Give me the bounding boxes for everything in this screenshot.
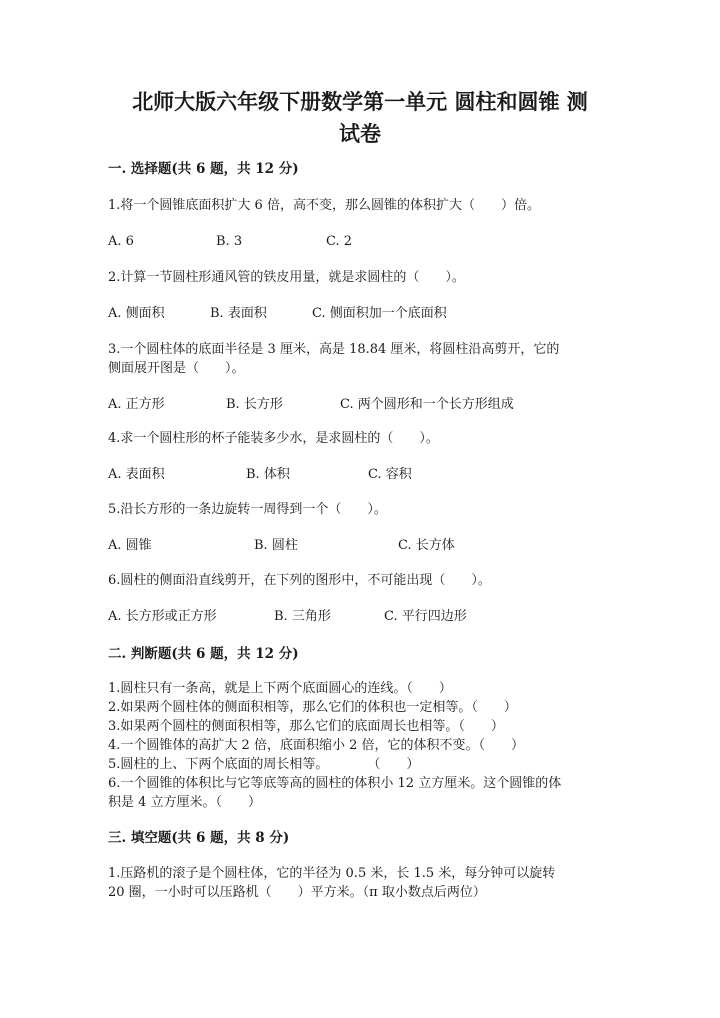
judge-line: 3.如果两个圆柱的侧面积相等，那么它们的底面周长也相等。（ ） [108, 719, 504, 734]
option-c: C. 长方体 [398, 538, 455, 553]
question-text: 5.沿长方形的一条边旋转一周得到一个（ ）。 [108, 502, 387, 517]
question-text: 1.将一个圆锥底面积扩大 6 倍，高不变，那么圆锥的体积扩大（ ）倍。 [108, 198, 540, 213]
section-heading-choice: 一. 选择题(共 6 题，共 12 分) [108, 161, 299, 177]
option-b: B. 3 [216, 234, 243, 249]
option-b: B. 表面积 [210, 306, 267, 321]
question-text-cont: 侧面展开图是（ ）。 [108, 361, 245, 376]
option-a: A. 表面积 [108, 467, 165, 482]
option-b: B. 圆柱 [254, 538, 298, 553]
question-text: 3.一个圆柱体的底面半径是 3 厘米，高是 18.84 厘米，将圆柱沿高剪开，它的 [108, 342, 560, 357]
judge-line: 2.如果两个圆柱体的侧面积相等，那么它们的体积也一定相等。（ ） [108, 700, 517, 715]
option-a: A. 圆锥 [108, 538, 152, 553]
option-c: C. 两个圆形和一个长方形组成 [340, 397, 514, 412]
judge-line: 6.一个圆锥的体积比与它等底等高的圆柱的体积小 12 立方厘米。这个圆锥的体 [108, 776, 562, 791]
judge-line: 5.圆柱的上、下两个底面的周长相等。 （ ） [108, 757, 420, 772]
option-a: A. 侧面积 [108, 306, 165, 321]
judge-line: 1.圆柱只有一条高，就是上下两个底面圆心的连线。（ ） [108, 681, 452, 696]
page-title-line-2: 试卷 [339, 121, 381, 146]
question-text: 2.计算一节圆柱形通风管的铁皮用量，就是求圆柱的（ ）。 [108, 270, 465, 285]
page-title-line-1: 北师大版六年级下册数学第一单元 圆柱和圆锥 测 [132, 89, 588, 114]
question-text: 4.求一个圆柱形的杯子能装多少水，是求圆柱的（ ）。 [108, 431, 439, 446]
option-a: A. 正方形 [108, 397, 165, 412]
option-a: A. 长方形或正方形 [108, 609, 217, 624]
judge-line: 积是 4 立方厘米。（ ） [108, 795, 262, 810]
judge-line: 4.一个圆锥体的高扩大 2 倍，底面积缩小 2 倍，它的体积不变。（ ） [108, 738, 524, 753]
option-c: C. 侧面积加一个底面积 [312, 306, 447, 321]
section-heading-judge: 二. 判断题(共 6 题，共 12 分) [108, 646, 299, 662]
section-heading-fill: 三. 填空题(共 6 题，共 8 分) [108, 830, 290, 846]
option-b: B. 三角形 [274, 609, 331, 624]
option-c: C. 2 [326, 234, 353, 249]
question-text: 6.圆柱的侧面沿直线剪开，在下列的图形中，不可能出现（ ）。 [108, 573, 491, 588]
option-b: B. 长方形 [226, 397, 283, 412]
page-title [100, 86, 620, 150]
option-a: A. 6 [108, 234, 134, 249]
fill-line: 20 圈，一小时可以压路机（ ）平方米。（π 取小数点后两位） [108, 885, 486, 900]
option-c: C. 容积 [368, 467, 412, 482]
option-c: C. 平行四边形 [384, 609, 467, 624]
option-b: B. 体积 [246, 467, 290, 482]
fill-line: 1.压路机的滚子是个圆柱体，它的半径为 0.5 米，长 1.5 米，每分钟可以旋转 [108, 866, 556, 881]
